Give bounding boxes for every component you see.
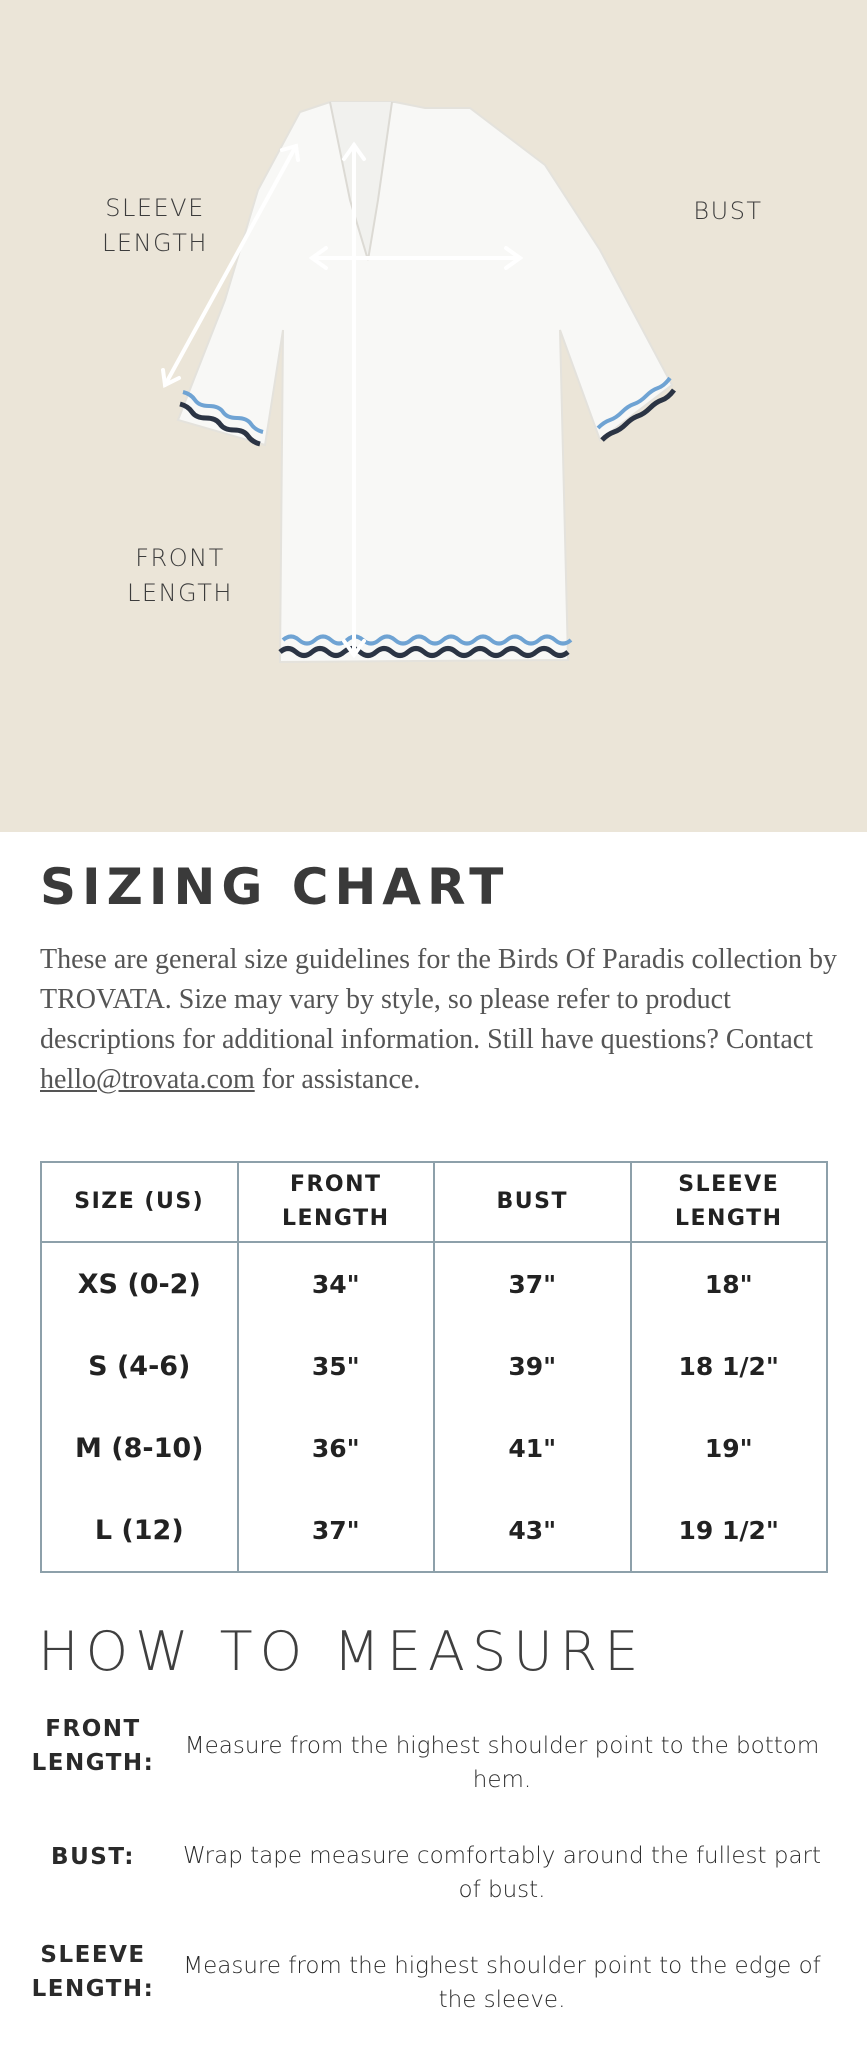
table-header-row bbox=[41, 1162, 827, 1242]
col-header-sleeve-length: SLEEVE LENGTH bbox=[631, 1162, 828, 1242]
cell-front-length: 37" bbox=[238, 1489, 435, 1572]
cell-bust: 43" bbox=[434, 1489, 631, 1572]
col-header-bust: BUST bbox=[434, 1162, 631, 1242]
cell-front-length: 36" bbox=[238, 1407, 435, 1489]
col-header-front-length: FRONT LENGTH bbox=[238, 1162, 435, 1242]
col-header-size: SIZE (US) bbox=[41, 1162, 238, 1242]
label-bust: BUST bbox=[693, 197, 763, 225]
desc-bust: Wrap tape measure comfortably around the fullest part of bust. bbox=[182, 1843, 822, 1903]
cell-bust: 41" bbox=[434, 1407, 631, 1489]
term-front-length: FRONT LENGTH: bbox=[31, 1716, 155, 1776]
table-row bbox=[41, 1242, 827, 1325]
how-to-measure-title: HOW TO MEASURE bbox=[38, 1620, 646, 1683]
cell-sleeve-length: 18 1/2" bbox=[631, 1325, 828, 1407]
sizing-chart-title: SIZING CHART bbox=[40, 858, 510, 916]
label-front-length: FRONT LENGTH bbox=[127, 544, 233, 607]
label-sleeve-length: SLEEVE LENGTH bbox=[102, 194, 208, 257]
size-table bbox=[40, 1161, 828, 1573]
table-row bbox=[41, 1325, 827, 1407]
cell-size: S (4-6) bbox=[41, 1325, 238, 1407]
table-row bbox=[41, 1407, 827, 1489]
cell-sleeve-length: 19" bbox=[631, 1407, 828, 1489]
cell-size: XS (0-2) bbox=[41, 1242, 238, 1325]
cell-front-length: 34" bbox=[238, 1242, 435, 1325]
term-bust: BUST: bbox=[51, 1844, 135, 1870]
cell-sleeve-length: 19 1/2" bbox=[631, 1489, 828, 1572]
cell-sleeve-length: 18" bbox=[631, 1242, 828, 1325]
desc-front-length: Measure from the highest shoulder point to the bottom hem. bbox=[184, 1733, 820, 1793]
desc-sleeve-length: Measure from the highest shoulder point to the edge of the sleeve. bbox=[183, 1953, 821, 2013]
dress-illustration bbox=[0, 0, 867, 832]
cell-size: L (12) bbox=[41, 1489, 238, 1572]
intro-suffix: for assistance. bbox=[254, 1064, 421, 1095]
term-sleeve-length: SLEEVE LENGTH: bbox=[31, 1942, 155, 2002]
cell-front-length: 35" bbox=[238, 1325, 435, 1407]
table-row bbox=[41, 1489, 827, 1572]
cell-size: M (8-10) bbox=[41, 1407, 238, 1489]
dress-shape bbox=[178, 102, 672, 662]
email-link[interactable]: hello@trovata.com bbox=[40, 1064, 255, 1095]
product-diagram bbox=[0, 0, 867, 832]
cell-bust: 39" bbox=[434, 1325, 631, 1407]
intro-paragraph bbox=[40, 940, 840, 1100]
intro-text: These are general size guidelines for the Birds Of Paradis collection by TROVATA. Size may vary by style, so please refer to product descriptions for additional information. Still have questions? Contact bbox=[40, 944, 837, 1055]
cell-bust: 37" bbox=[434, 1242, 631, 1325]
